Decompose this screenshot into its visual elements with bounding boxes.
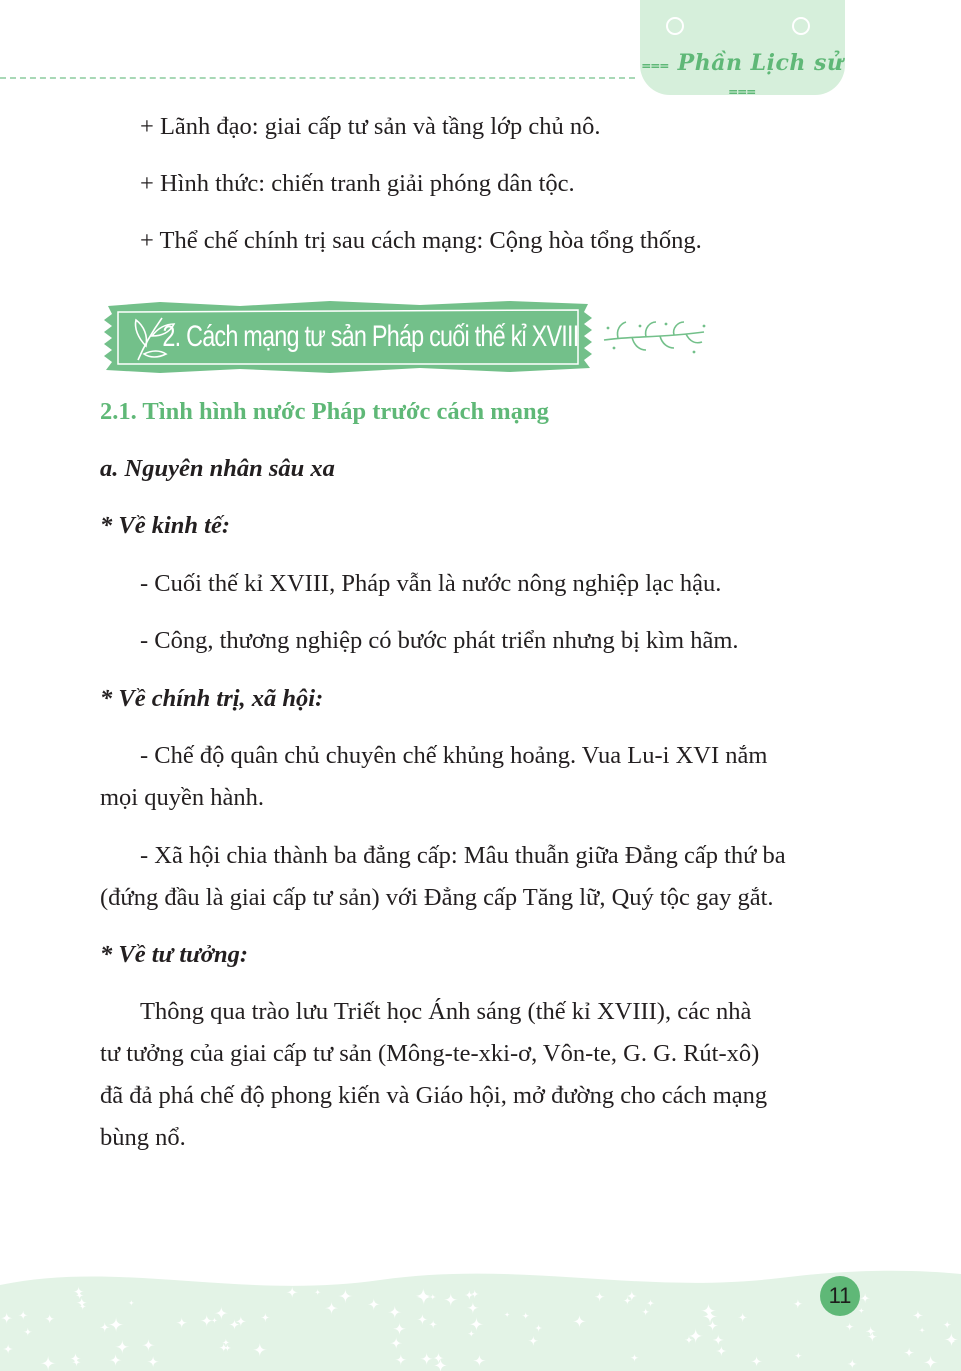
right-dash-icon: ⩶ (728, 81, 757, 100)
economy-item: - Cuối thế kỉ XVIII, Pháp vẫn là nước nông nghiệp lạc hậu. (140, 570, 722, 597)
binder-ring-icon (792, 17, 810, 35)
ideology-heading: * Về tư tưởng: (100, 941, 248, 968)
economy-heading: * Về kinh tế: (100, 512, 230, 539)
vine-decoration-icon (600, 318, 710, 358)
politics-item-2-line-1: - Xã hội chia thành ba đẳng cấp: Mâu thuẫn giữa Đẳng cấp thứ ba (140, 842, 786, 869)
economy-item: - Công, thương nghiệp có bước phát triển nhưng bị kìm hãm. (140, 627, 739, 654)
section-banner (100, 298, 595, 376)
bullet-form: + Hình thức: chiến tranh giải phóng dân tộc. (140, 170, 575, 197)
section-label (640, 50, 845, 102)
footer-wave (0, 1240, 961, 1371)
ideology-line: Thông qua trào lưu Triết học Ánh sáng (thế kỉ XVIII), các nhà (140, 998, 752, 1025)
binder-ring-icon (666, 17, 684, 35)
ideology-line: bùng nổ. (100, 1124, 186, 1151)
section-label-text: Phần Lịch sử (677, 50, 844, 76)
section-tab (640, 0, 845, 100)
bullet-leadership: + Lãnh đạo: giai cấp tư sản và tầng lớp chủ nô. (140, 113, 601, 140)
left-dash-icon: ⩶ (641, 55, 670, 74)
ideology-line: đã đả phá chế độ phong kiến và Giáo hội, mở đường cho cách mạng (100, 1082, 768, 1109)
bullet-political-system: + Thể chế chính trị sau cách mạng: Cộng hòa tổng thống. (140, 227, 702, 254)
politics-heading: * Về chính trị, xã hội: (100, 685, 324, 712)
politics-item-1-line-2: mọi quyền hành. (100, 784, 264, 811)
heading-a: a. Nguyên nhân sâu xa (100, 455, 335, 482)
header-dashed-rule (0, 77, 635, 79)
politics-item-2-line-2: (đứng đầu là giai cấp tư sản) với Đẳng cấp Tăng lữ, Quý tộc gay gắt. (100, 884, 774, 911)
banner-title: 2. Cách mạng tư sản Pháp cuối thế kỉ XVIII (162, 320, 579, 353)
subsection-title: 2.1. Tình hình nước Pháp trước cách mạng (100, 398, 549, 425)
ideology-line: tư tưởng của giai cấp tư sản (Mông-te-xki-ơ, Vôn-te, G. G. Rút-xô) (100, 1040, 760, 1067)
page-number: 11 (820, 1276, 860, 1316)
politics-item-1-line-1: - Chế độ quân chủ chuyên chế khủng hoảng. Vua Lu-i XVI nắm (140, 742, 768, 769)
